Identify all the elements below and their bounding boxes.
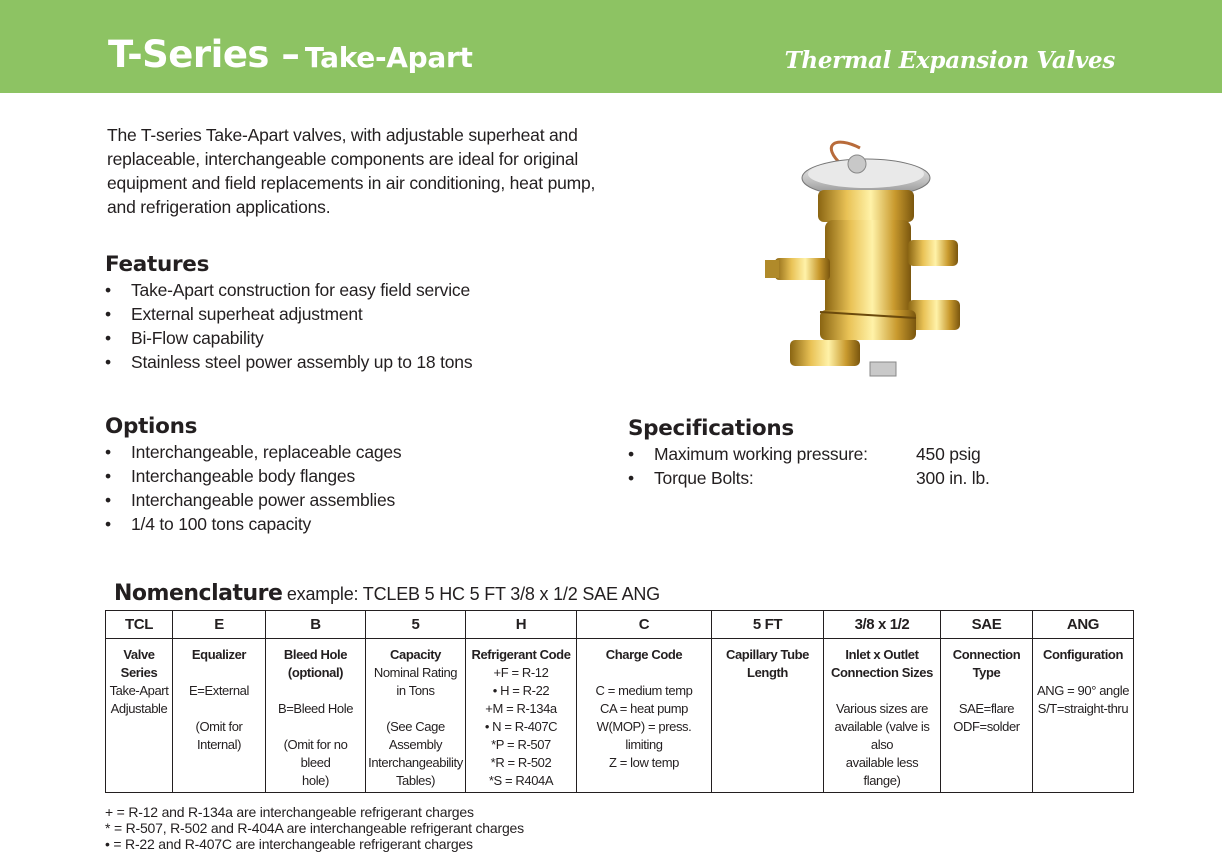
footnote: • = R-22 and R-407C are interchangeable refrigerant charges — [105, 836, 473, 852]
code-cell: 5 FT — [712, 611, 824, 639]
nomenclature-title: Nomenclature — [114, 581, 283, 606]
features-list — [105, 278, 472, 374]
title-sub: Take-Apart — [304, 41, 473, 74]
spec-value: 450 psig — [916, 444, 981, 464]
bullet-icon: • — [628, 468, 634, 488]
features-heading: Features — [105, 252, 210, 277]
options-heading: Options — [105, 414, 198, 439]
code-cell: C — [577, 611, 712, 639]
bleed-hole-cell: Bleed Hole (optional) B=Bleed Hole (Omit for no bleed hole) — [266, 639, 366, 793]
valve-series-cell: Valve Series Take-Apart Adjustable — [106, 639, 173, 793]
capacity-cell: Capacity Nominal Rating in Tons (See Cage Assembly Interchangeability Tables) — [366, 639, 466, 793]
title-main: T-Series – — [108, 33, 300, 76]
code-cell: E — [173, 611, 266, 639]
footnote: + = R-12 and R-134a are interchangeable refrigerant charges — [105, 804, 474, 820]
code-cell: TCL — [106, 611, 173, 639]
list-item: • Stainless steel power assembly up to 18 tons — [105, 352, 473, 372]
list-item: • Interchangeable body flanges — [105, 466, 356, 486]
footnote: * = R-507, R-502 and R-404A are interchangeable refrigerant charges — [105, 820, 524, 836]
options-list — [105, 440, 401, 536]
list-item: • Interchangeable, replaceable cages — [105, 442, 402, 462]
list-item: • External superheat adjustment — [105, 304, 363, 324]
intro-paragraph: The T-series Take-Apart valves, with adjustable superheat and replaceable, interchangeable components are ideal for original equipment and field replacements in air conditioning, heat pump, and refrigeration applications. — [107, 125, 596, 217]
nomenclature-table — [105, 610, 1134, 793]
configuration-cell: Configuration ANG = 90° angle S/T=straight-thru — [1033, 639, 1134, 793]
product-category-title: Thermal Expansion Valves — [784, 47, 1115, 74]
code-cell: 3/8 x 1/2 — [824, 611, 941, 639]
connection-sizes-cell: Inlet x Outlet Connection Sizes Various sizes are available (valve is also available less flange) — [824, 639, 941, 793]
bullet-icon: • — [105, 328, 111, 348]
specifications-heading: Specifications — [628, 416, 794, 441]
list-item: • Take-Apart construction for easy field service — [105, 280, 471, 300]
bullet-icon: • — [105, 514, 111, 534]
spec-label: Torque Bolts: — [654, 468, 754, 488]
bullet-icon: • — [105, 442, 111, 462]
code-cell: SAE — [941, 611, 1033, 639]
list-item: • Interchangeable power assemblies — [105, 490, 396, 510]
capillary-tube-cell: Capillary Tube Length — [712, 639, 824, 793]
nomenclature-heading — [114, 581, 660, 606]
code-cell: 5 — [366, 611, 466, 639]
footnotes — [105, 804, 524, 852]
specifications-list — [628, 442, 990, 490]
code-cell: ANG — [1033, 611, 1134, 639]
equalizer-cell: Equalizer E=External (Omit for Internal) — [173, 639, 266, 793]
connection-type-cell: Connection Type SAE=flare ODF=solder — [941, 639, 1033, 793]
spec-value: 300 in. lb. — [916, 468, 990, 488]
header-banner — [0, 0, 1222, 93]
spec-label: Maximum working pressure: — [654, 444, 868, 464]
code-row — [106, 611, 1134, 639]
refrigerant-code-cell: Refrigerant Code +F = R-12 • H = R-22 +M = R-134a • N = R-407C *P = R-507 *R = R-502 *S = R404A — [466, 639, 577, 793]
page-title — [108, 33, 473, 76]
code-cell: B — [266, 611, 366, 639]
nomenclature-example: example: TCLEB 5 HC 5 FT 3/8 x 1/2 SAE ANG — [286, 584, 660, 604]
list-item: • 1/4 to 100 tons capacity — [105, 514, 312, 534]
list-item: • Bi-Flow capability — [105, 328, 264, 348]
valve-product-image — [720, 140, 1020, 390]
bullet-icon: • — [105, 490, 111, 510]
bullet-icon: • — [628, 444, 634, 464]
description-row — [106, 639, 1134, 793]
charge-code-cell: Charge Code C = medium temp CA = heat pump W(MOP) = press. limiting Z = low temp — [577, 639, 712, 793]
bullet-icon: • — [105, 352, 111, 372]
bullet-icon: • — [105, 280, 111, 300]
spec-row — [628, 442, 981, 466]
bullet-icon: • — [105, 466, 111, 486]
code-cell: H — [466, 611, 577, 639]
spec-row — [628, 466, 990, 490]
bullet-icon: • — [105, 304, 111, 324]
